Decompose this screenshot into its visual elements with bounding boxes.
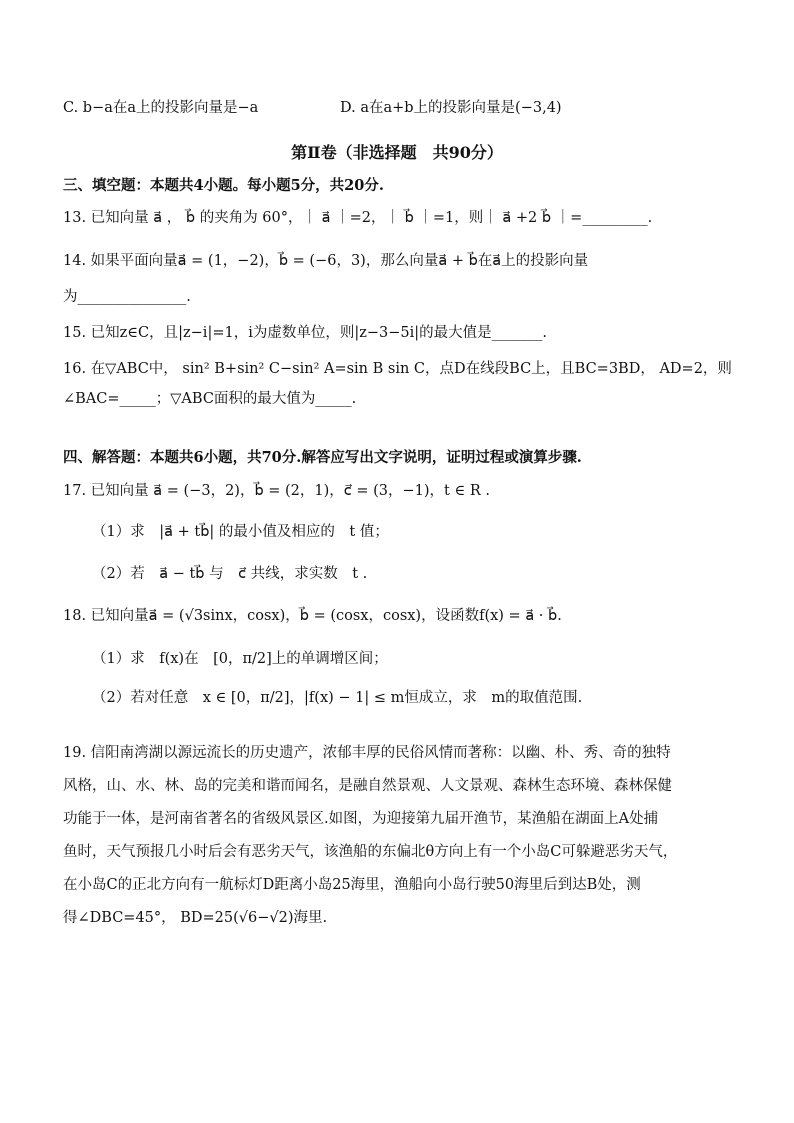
question-18-part2: （2）若对任意 x ∈ [0，π/2]，|f(x) − 1| ≤ m恒成立，求 m的取值范围. bbox=[92, 690, 583, 706]
question-17: 17. 已知向量 a⃗ = (−3，2)，b⃗ = (2，1)，c⃗ = (3，−1)，t ∈ R . bbox=[63, 483, 490, 499]
question-13: 13. 已知向量 a⃗ ， b⃗ 的夹角为 60°，｜ a⃗ ｜=2，｜ b⃗ ｜=1，则｜ a⃗ +2 b⃗ ｜=_________. bbox=[63, 210, 653, 226]
question-14-line2: 为_______________. bbox=[63, 289, 191, 305]
question-19-line5: 在小岛C的正北方向有一航标灯D距离小岛25海里，渔船向小岛行驶50海里后到达B处，测 bbox=[63, 877, 641, 893]
question-14-line1: 14. 如果平面向量a⃗ = (1，−2)，b⃗ = (−6，3)，那么向量a⃗ + b⃗在a⃗上的投影向量 bbox=[63, 253, 589, 269]
question-16-line1: 16. 在▽ABC中， sin² B+sin² C−sin² A=sin B sin C，点D在线段BC上，且BC=3BD， AD=2，则 bbox=[63, 361, 732, 377]
question-17-part1: （1）求 |a⃗ + tb⃗| 的最小值及相应的 t 值； bbox=[92, 524, 389, 540]
question-19-line1: 19. 信阳南湾湖以源远流长的历史遗产，浓郁丰厚的民俗风情而著称：以幽、朴、秀、奇的独特 bbox=[63, 745, 671, 761]
question-19-line4: 鱼时，天气预报几小时后会有恶劣天气，该渔船的东偏北θ方向上有一个小岛C可躲避恶劣天气， bbox=[63, 844, 678, 860]
question-16-line2: ∠BAC=_____；▽ABC面积的最大值为_____. bbox=[63, 391, 357, 407]
part4-heading: 四、解答题：本题共6小题，共70分.解答应写出文字说明，证明过程或演算步骤. bbox=[63, 449, 582, 466]
option-d: D. a在a+b上的投影向量是(−3,4) bbox=[340, 100, 562, 116]
question-17-part2: （2）若 a⃗ − tb⃗ 与 c⃗ 共线，求实数 t . bbox=[92, 566, 368, 582]
section-title: 第Ⅱ卷（非选择题 共90分） bbox=[291, 143, 503, 162]
question-19-line2: 风格，山、水、林、岛的完美和谐而闻名，是融自然景观、人文景观、森林生态环境、森林保健 bbox=[63, 778, 672, 794]
question-18: 18. 已知向量a⃗ = (√3sinx，cosx)，b⃗ = (cosx，cosx)，设函数f(x) = a⃗ · b⃗. bbox=[63, 608, 562, 624]
part3-heading: 三、填空题：本题共4小题。每小题5分，共20分. bbox=[63, 177, 384, 194]
option-c: C. b−a在a上的投影向量是−a bbox=[63, 100, 259, 116]
question-15: 15. 已知z∈C，且|z−i|=1，i为虚数单位，则|z−3−5i|的最大值是_______. bbox=[63, 325, 547, 341]
question-19-line3: 功能于一体，是河南省著名的省级风景区.如图，为迎接第九届开渔节，某渔船在湖面上A处捕 bbox=[63, 811, 659, 827]
question-18-part1: （1）求 f(x)在 [0，π/2]上的单调增区间； bbox=[92, 651, 388, 667]
question-19-line6: 得∠DBC=45°， BD=25(√6−√2)海里. bbox=[63, 910, 328, 926]
